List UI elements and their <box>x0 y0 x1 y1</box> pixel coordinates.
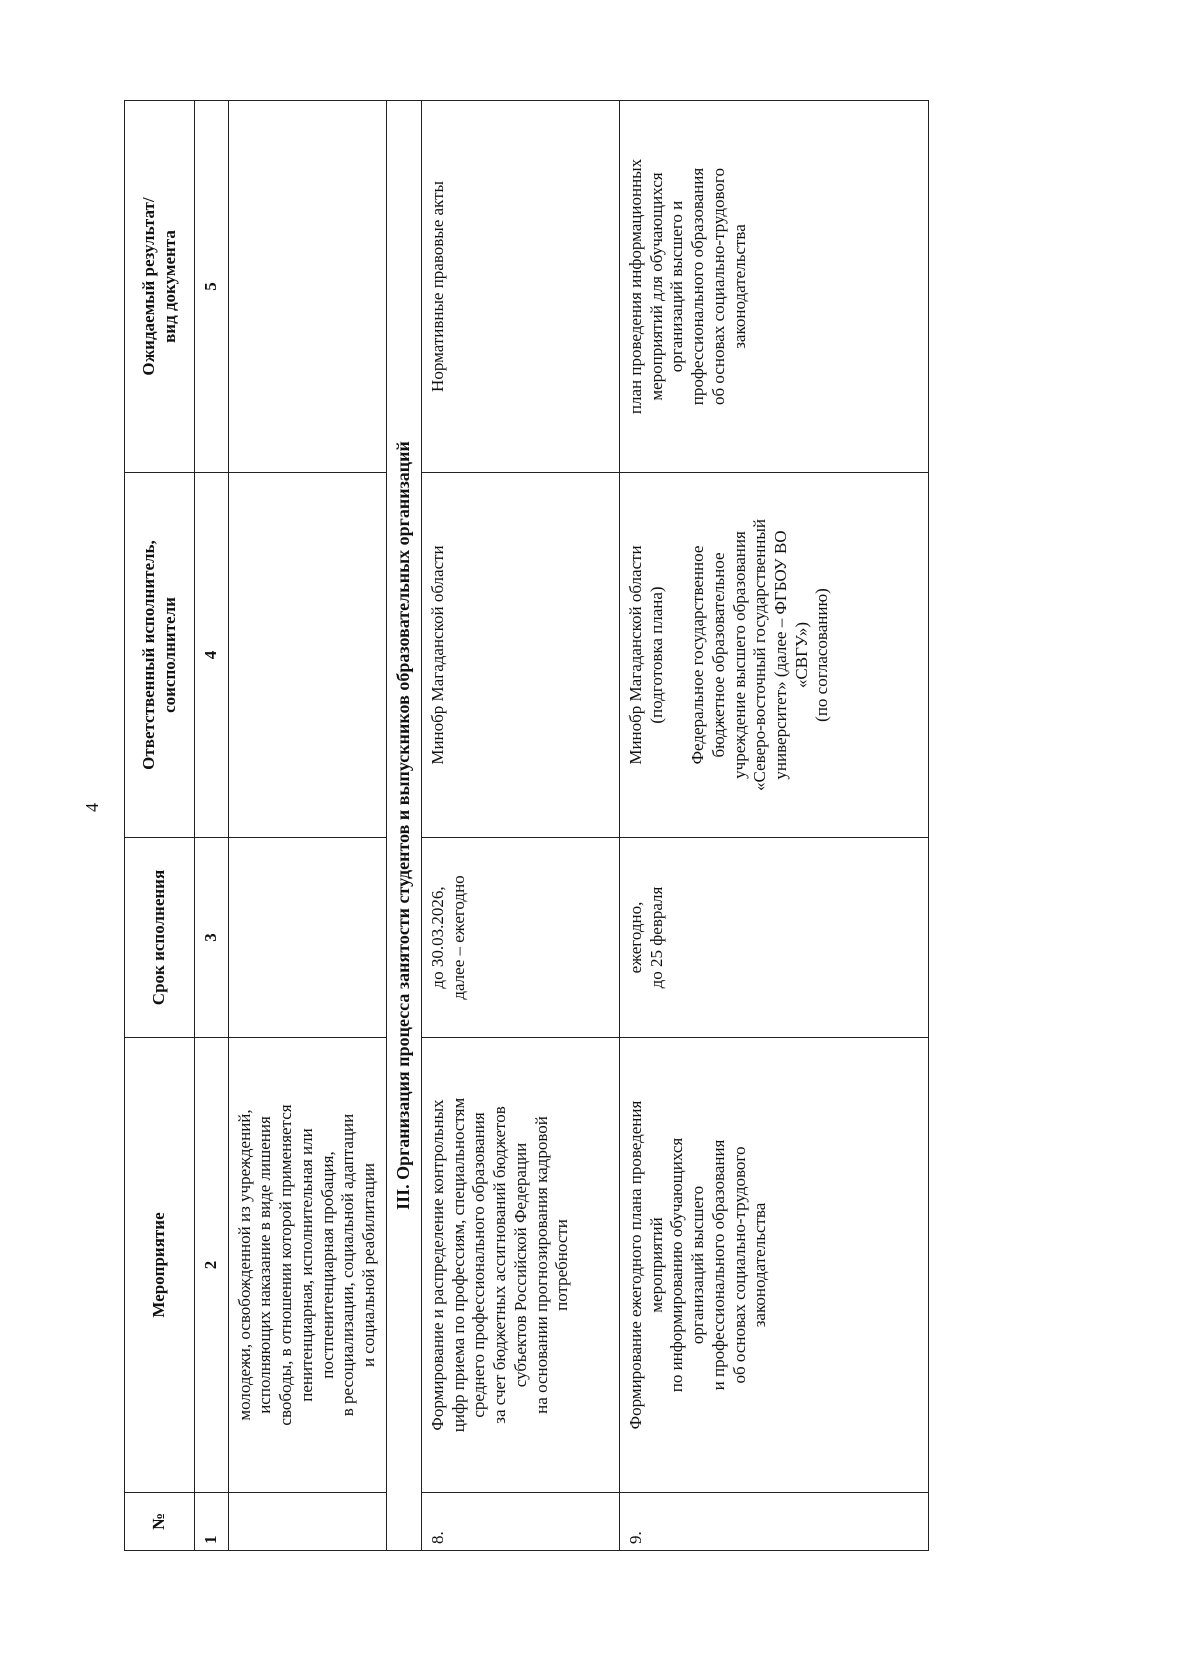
column-number: 1 <box>195 1493 229 1551</box>
row-event-cell: Формирование и распределение контрольных цифр приема по профессиям, специальностям среднего профессионального образования за счет бюджетных ассигнований бюджетов субъектов Российской Федерации на основании прогнозирования кадровой потребности <box>421 1038 619 1493</box>
row-responsible-cell <box>228 473 386 838</box>
header-responsible: Ответственный исполнитель, соисполнители <box>125 473 195 838</box>
row-result-cell: Нормативные правовые акты <box>421 101 619 473</box>
row-result-cell <box>228 101 386 473</box>
column-number: 3 <box>195 838 229 1038</box>
plan-table <box>124 100 929 1551</box>
section-row <box>386 101 421 1551</box>
row-deadline-cell <box>228 838 386 1038</box>
header-deadline: Срок исполнения <box>125 838 195 1038</box>
column-number: 4 <box>195 473 229 838</box>
table-row <box>619 101 928 1551</box>
column-number-row <box>195 101 229 1551</box>
table-row <box>421 101 619 1551</box>
column-number: 2 <box>195 1038 229 1493</box>
header-result: Ожидаемый результат/ вид документа <box>125 101 195 473</box>
row-responsible-cell: Минобр Магаданской области <box>421 473 619 838</box>
header-event: Мероприятие <box>125 1038 195 1493</box>
header-row <box>125 101 195 1551</box>
row-responsible-cell: Минобр Магаданской области (подготовка плана) Федеральное государственное бюджетное образовательное учреждение высшего образования «Северо-восточный государственный университет» (далее – ФГБОУ ВО «СВГУ») (по согласованию) <box>619 473 928 838</box>
plan-table-container <box>124 101 929 1551</box>
row-event-cell: молодежи, освобожденной из учреждений, исполняющих наказание в виде лишения свободы, в отношении которой применяется пенитенциарная, исполнительная или постпенитенциарная пробация, в ресоциализации, социальной адаптации и социальной реабилитации <box>228 1038 386 1493</box>
row-event-cell: Формирование ежегодного плана проведения мероприятий по информированию обучающихся организаций высшего и профессионального образования об основах социально-трудового законодательства <box>619 1038 928 1493</box>
section-title: III. Организация процесса занятости студентов и выпускников образовательных организаций <box>386 101 421 1551</box>
page-number: 4 <box>82 803 102 812</box>
column-number: 5 <box>195 101 229 473</box>
row-deadline-cell: до 30.03.2026, далее – ежегодно <box>421 838 619 1038</box>
row-result-cell: план проведения информационных мероприятий для обучающихся организаций высшего и профессионального образования об основах социально-трудового законодательства <box>619 101 928 473</box>
row-num-cell: 8. <box>421 1493 619 1551</box>
row-num-cell: 9. <box>619 1493 928 1551</box>
header-num: № <box>125 1493 195 1551</box>
row-num-cell <box>228 1493 386 1551</box>
row-deadline-cell: ежегодно, до 25 февраля <box>619 838 928 1038</box>
table-row-continued <box>228 101 386 1551</box>
